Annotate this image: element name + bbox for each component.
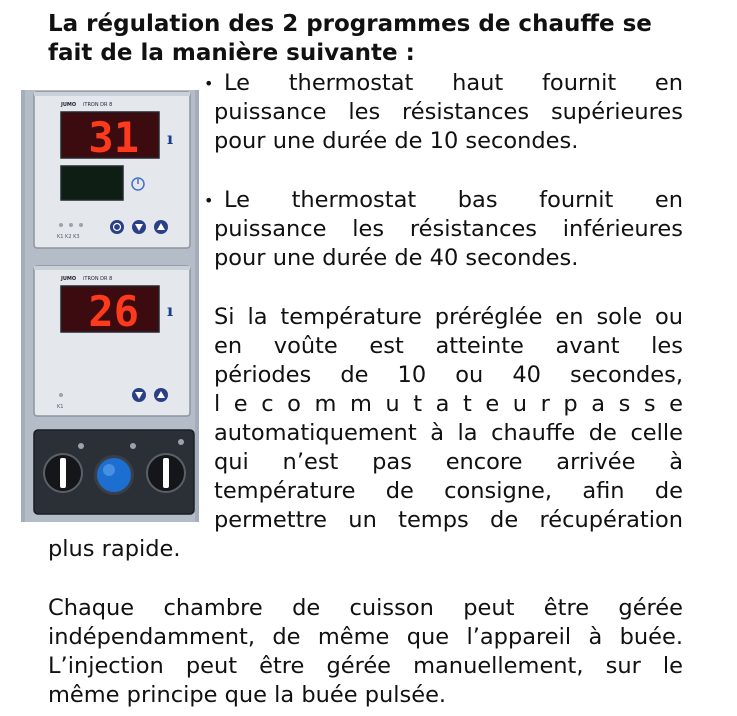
upper-secondary-display: [61, 166, 123, 200]
thermostat-panel-photo: [21, 90, 199, 522]
lower-info-icon: ı: [167, 301, 174, 320]
upper-info-icon: ı: [167, 129, 174, 148]
para3-line-9: plus rapide.: [48, 536, 181, 562]
para4-line-3: L’injection peut être gérée manuellement, sur le: [48, 653, 683, 679]
knob-control-box: [34, 430, 194, 514]
para3-line-7: température de consigne, afin de: [214, 478, 683, 504]
para1-line-3: pour une durée de 10 secondes.: [214, 128, 579, 154]
para4-line-2: indépendamment, de même que l’appareil à buée.: [48, 624, 683, 650]
lower-brand-label: JUMO: [61, 276, 77, 282]
para2-line-2: puissance les résistances inférieures: [214, 216, 683, 242]
para1-line-1: Le thermostat haut fournit en: [224, 70, 683, 96]
para2-line-1: Le thermostat bas fournit en: [224, 187, 683, 213]
lower-display-digits: 26: [88, 287, 139, 336]
para2-line-3: pour une durée de 40 secondes.: [214, 245, 579, 271]
upper-model-label: iTRON DR 8: [83, 102, 113, 108]
para4-line-4: même principe que la buée pulsée.: [48, 682, 447, 708]
bullet-1: •: [204, 74, 214, 93]
lower-controller: [34, 266, 190, 416]
upper-relay-labels: K1 K2 K3: [57, 234, 80, 240]
upper-brand-label: JUMO: [61, 102, 77, 108]
para3-line-8: permettre un temps de récupération: [214, 507, 683, 533]
para3-line-1: Si la température préréglée en sole ou: [214, 304, 683, 330]
para4-line-1: Chaque chambre de cuisson peut être gérée: [48, 595, 683, 621]
para3-line-4: l e c o m m u t a t e u r p a s s e: [214, 391, 683, 417]
para1-line-2: puissance les résistances supérieures: [214, 99, 683, 125]
power-button[interactable]: [110, 220, 124, 234]
upper-controller: [34, 92, 190, 248]
para3-line-6: qui n’est pas encore arrivée à: [214, 449, 683, 475]
heading: [48, 10, 708, 68]
para3-line-5: automatiquement à la chauffe de celle: [214, 420, 683, 446]
blue-push-button[interactable]: [97, 458, 131, 492]
heading-line-1: La régulation des 2 programmes de chauffe se: [48, 11, 652, 37]
lower-model-label: iTRON DR 8: [83, 276, 113, 282]
upper-display-digits: 31: [88, 113, 139, 162]
heading-line-2: fait de la manière suivante :: [48, 40, 415, 66]
para3-line-2: en voûte est atteinte avant les: [214, 333, 683, 359]
bullet-2: •: [204, 191, 214, 210]
para3-line-3: périodes de 10 ou 40 secondes,: [214, 362, 683, 388]
lower-relay-labels: K1: [57, 404, 64, 410]
